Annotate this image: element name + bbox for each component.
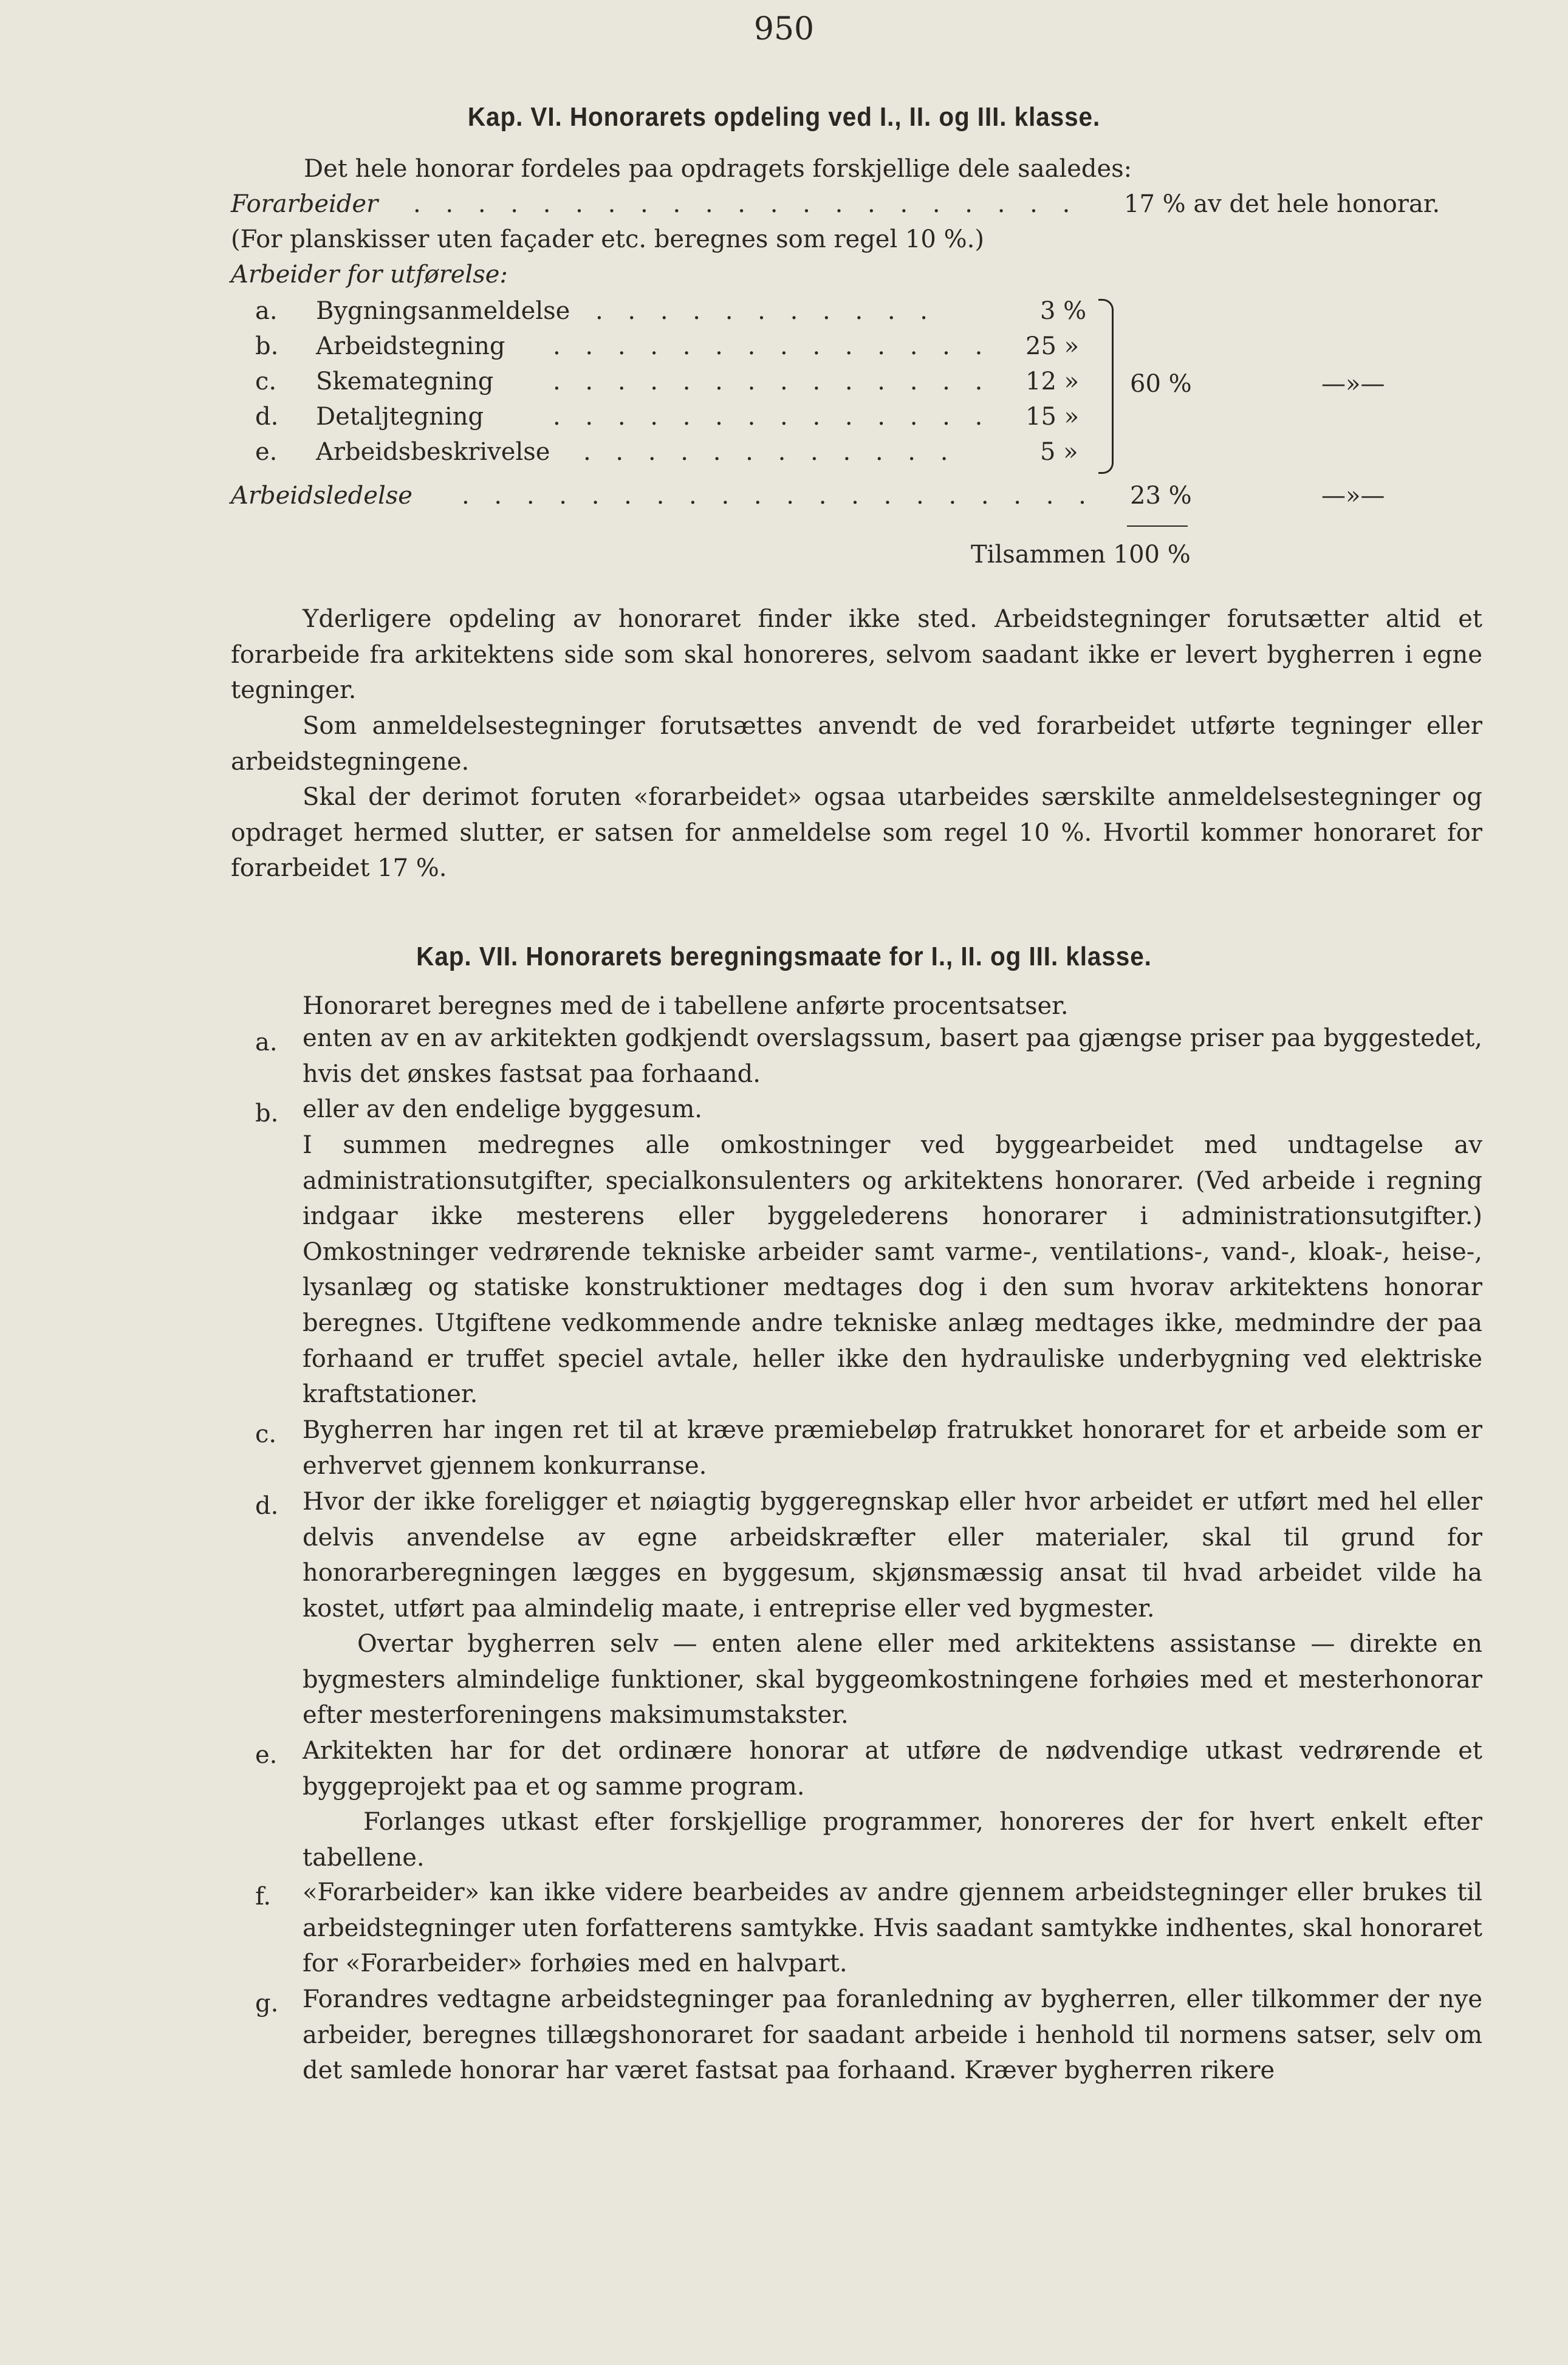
chapter-6-heading: Kap. VI. Honorarets opdeling ved I., II. og III. klasse. [467, 102, 1101, 132]
forarbeider-label: Forarbeider [231, 190, 378, 218]
item-c-text: Bygherren har ingen ret til at kræve præmiebeløp fratrukket honoraret for et arbeide som er erhvervet gjennem konkurranse. [303, 1416, 1482, 1480]
arbeidsledelse-ditto: —»— [1321, 482, 1385, 510]
item-c-name: Skemategning [316, 368, 494, 395]
total-rule [1127, 525, 1188, 527]
arbeidsledelse-dots: . . . . . . . . . . . . . . . . . . . . [462, 482, 1095, 510]
item-d-name: Detaljtegning [316, 403, 484, 431]
item-a-letter: a. [255, 297, 278, 325]
item-e-name: Arbeidsbeskrivelse [316, 438, 550, 466]
item-g-label: g. [255, 1990, 279, 2018]
item-c-letter: c. [255, 368, 277, 395]
item-d-value: 15 » [1025, 403, 1080, 431]
item-e-letter: e. [255, 438, 278, 466]
item-d-text: Hvor der ikke foreligger et nøiagtig byggeregnskap eller hvor arbeidet er utført med hel eller delvis anvendelse av egne arbeidskræfter eller materialer, skal til grund for honorarberegningen lægges en byggesum, skjønsmæssig ansat til hvad arbeidet vilde ha kostet, utført paa almindelig maate, i entreprise eller ved bygmester. [303, 1488, 1482, 1623]
utforelse-ditto: —»— [1321, 370, 1385, 398]
item-b-text: eller av den endelige byggesum. [303, 1095, 702, 1123]
item-a-dots: . . . . . . . . . . . [595, 297, 937, 325]
item-a-label: a. [255, 1028, 278, 1056]
item-c-label: c. [255, 1420, 277, 1448]
item-b-letter: b. [255, 332, 279, 360]
item-d-continuation: Overtar bygherren selv — enten alene eller med arkitektens assistanse — direkte en bygmesters almindelige funktioner, skal byggeomkostningene forhøies med et mesterhonorar efter mesterforeningens maksimumstakster. [303, 1630, 1482, 1730]
item-c-value: 12 » [1025, 368, 1080, 395]
item-f-label: f. [255, 1883, 272, 1911]
chapter-6-intro: Det hele honorar fordeles paa opdragets forskjellige dele saaledes: [304, 155, 1132, 183]
forarbeider-dots: . . . . . . . . . . . . . . . . . . . . . [413, 190, 1079, 218]
item-d-dots: . . . . . . . . . . . . . . [553, 403, 991, 431]
item-b-continuation: I summen medregnes alle omkostninger ved byggearbeidet med undtagelse av administrationsutgifter, specialkonsulenters og arkitektens honorarer. (Ved arbeide i regning indgaar ikke mesterens eller byggelederens honorarer i administrationsutgifter.) Omkostninger vedrørende tekniske arbeider samt varme-, ventilations-, vand-, kloak-, heise-, lysanlæg og statiske konstruktioner medtages dog i den sum hvorav arkitektens honorar beregnes. Utgiftene vedkommende andre tekniske anlæg medtages ikke, medmindre der paa forhaand er truffet speciel avtale, heller ikke den hydrauliske underbygning ved elektriske kraftstationer. [303, 1131, 1482, 1409]
item-f-text: «Forarbeider» kan ikke videre bearbeides av andre gjennem arbeidstegninger eller brukes til arbeidstegninger uten forfatterens samtykke. Hvis saadant samtykke indhentes, skal honoraret for «Forarbeider» forhøies med en halvpart. [303, 1878, 1482, 1978]
item-d-label: d. [255, 1492, 279, 1520]
item-e-continuation: Forlanges utkast efter forskjellige programmer, honoreres der for hvert enkelt efter tabellene. [303, 1808, 1482, 1872]
item-c-dots: . . . . . . . . . . . . . . [553, 368, 991, 395]
item-b-dots: . . . . . . . . . . . . . . [553, 332, 991, 360]
planskisser-note: (For planskisser uten façader etc. beregnes som regel 10 %.) [231, 225, 984, 253]
item-a-text: enten av en av arkitekten godkjendt overslagssum, basert paa gjængse priser paa byggestedet, hvis det ønskes fastsat paa forhaand. [303, 1024, 1482, 1088]
item-e-label: e. [255, 1741, 278, 1769]
chapter-7-intro: Honoraret beregnes med de i tabellene anførte procentsatser. [303, 992, 1069, 1020]
item-d-letter: d. [255, 403, 279, 431]
right-brace [1098, 299, 1114, 474]
paragraph-derimot: Skal der derimot foruten «forarbeidet» ogsaa utarbeides særskilte anmeldelsestegninger og opdraget hermed slutter, er satsen for anmeldelse som regel 10 %. Hvortil kommer honoraret for forarbeidet 17 %. [231, 783, 1482, 883]
paragraph-yderligere: Yderligere opdeling av honoraret finder ikke sted. Arbeidstegninger forutsætter altid et forarbeide fra arkitektens side som skal honoreres, selvom saadant ikke er levert bygherren i egne tegninger. [231, 605, 1482, 705]
item-b-label: b. [255, 1100, 279, 1128]
page-number: 950 [753, 11, 815, 47]
item-g-text: Forandres vedtagne arbeidstegninger paa foranledning av bygherren, eller tilkommer der nye arbeider, beregnes tillægshonoraret for saadant arbeide i henhold til normens satser, selv om det samlede honorar har været fastsat paa forhaand. Kræver bygherren rikere [303, 1985, 1482, 2085]
arbeidsledelse-label: Arbeidsledelse [231, 482, 413, 510]
utforelse-label: Arbeider for utførelse: [231, 261, 508, 289]
arbeidsledelse-value: 23 % [1130, 482, 1192, 510]
item-e-dots: . . . . . . . . . . . . [583, 438, 957, 466]
item-a-name: Bygningsanmeldelse [316, 297, 570, 325]
item-a-value: 3 % [1040, 297, 1087, 325]
item-b-value: 25 » [1025, 332, 1080, 360]
forarbeider-value: 17 % av det hele honorar. [1124, 190, 1440, 218]
total-line: Tilsammen 100 % [971, 541, 1191, 569]
paragraph-anmeldelsestegninger: Som anmeldelsestegninger forutsættes anvendt de ved forarbeidet utførte tegninger eller arbeidstegningene. [231, 712, 1482, 776]
chapter-7-heading: Kap. VII. Honorarets beregningsmaate for I., II. og III. klasse. [416, 942, 1152, 971]
item-e-value: 5 » [1040, 438, 1078, 466]
item-b-name: Arbeidstegning [316, 332, 505, 360]
utforelse-total: 60 % [1130, 370, 1192, 398]
item-e-text: Arkitekten har for det ordinære honorar at utføre de nødvendige utkast vedrørende et byggeprojekt paa et og samme program. [303, 1737, 1482, 1801]
